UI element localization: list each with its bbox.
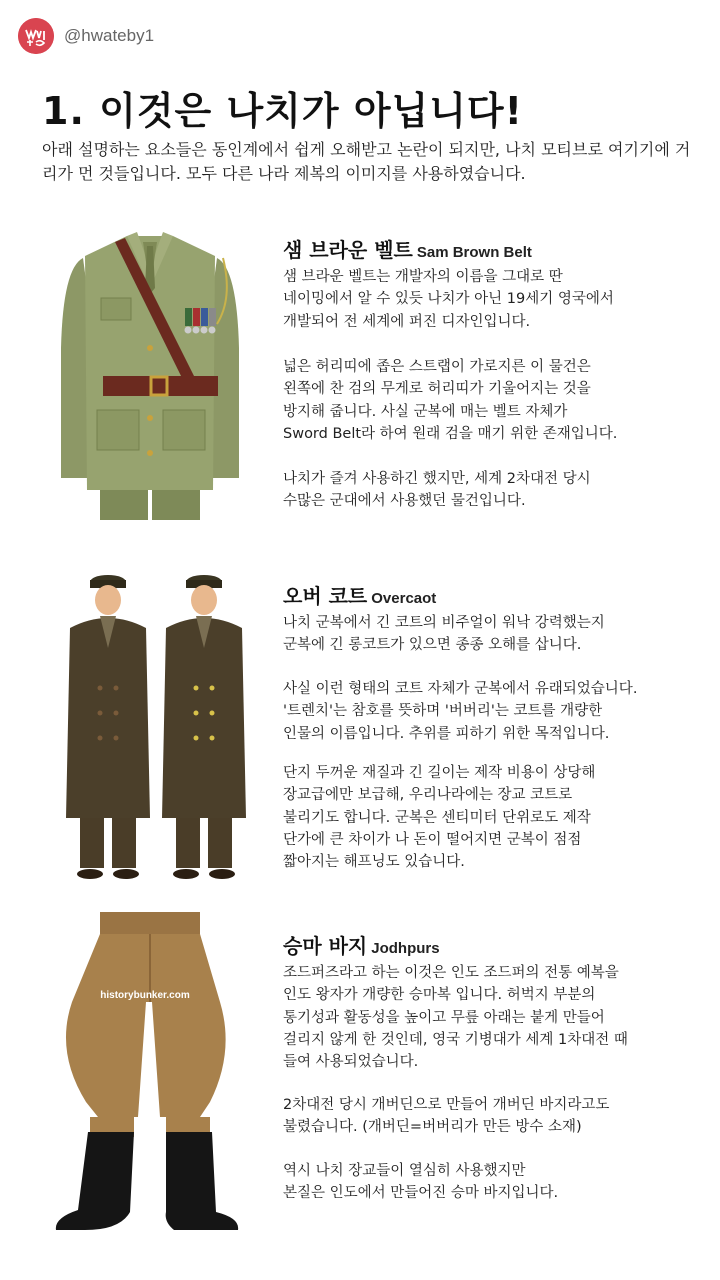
- section-text-sam-brown-belt-2: 넓은 허리띠에 좁은 스트랩이 가로지른 이 물건은 왼쪽에 찬 검의 무게로 허리띠가 기울어지는 것을 방지해 줍니다. 사실 군복에 매는 벨트 자체가 Sword Belt라 하여 원래 검을 매기 위한 존재입니다.: [283, 359, 618, 442]
- author-header: [18, 16, 154, 56]
- section-text-jodhpurs-3: 역시 나치 장교들이 열심히 사용했지만 본질은 인도에서 만들어진 승마 바지입니다.: [283, 1163, 559, 1202]
- jodhpurs-trousers-image: [50, 912, 240, 1242]
- avatar[interactable]: [18, 18, 54, 54]
- overcoat-uniform-image: [58, 568, 254, 888]
- sam-brown-belt-uniform-image: [55, 228, 245, 520]
- section-text-jodhpurs-1: 조드퍼즈라고 하는 이것은 인도 조드퍼의 전통 예복을 인도 왕자가 개량한 승마복 입니다. 허벅지 부분의 통기성과 활동성을 높이고 무릎 아래는 붙게 만들어 걸리지 않게 한 것인데, 영국 기병대가 세계 1차대전 때 들여 사용되었습니다.: [283, 965, 628, 1071]
- avatar-logo-icon: [18, 18, 54, 54]
- author-handle[interactable]: @hwateby1: [64, 26, 155, 45]
- section-text-jodhpurs-2: 2차대전 당시 개버딘으로 만들어 개버딘 바지라고도 불렸습니다. (개버딘=버버리가 만든 방수 소재): [283, 1097, 610, 1136]
- section-title-sam-brown-belt: 샘 브라운 벨트 Sam Brown Belt: [283, 238, 532, 262]
- section-text-sam-brown-belt-3: 나치가 즐겨 사용하긴 했지만, 세계 2차대전 당시 수많은 군대에서 사용했던 물건입니다.: [283, 471, 591, 510]
- section-text-sam-brown-belt-1: 샘 브라운 벨트는 개발자의 이름을 그대로 딴 네이밍에서 알 수 있듯 나치가 아닌 19세기 영국에서 개발되어 전 세계에 퍼진 디자인입니다.: [283, 269, 614, 330]
- section-text-overcoat-1: 나치 군복에서 긴 코트의 비주얼이 워낙 강력했는지 군복에 긴 롱코트가 있으면 종종 오해를 삽니다.: [283, 615, 605, 654]
- page-title: 1. 이것은 나치가 아닙니다!: [42, 89, 523, 133]
- watermark-text: historybunker.com: [100, 990, 190, 1001]
- section-text-overcoat-3: 단지 두꺼운 재질과 긴 길이는 제작 비용이 상당해 장교급에만 보급해, 우리나라에는 장교 코트로 불리기도 합니다. 군복은 센티미터 단위로도 제작 단가에 큰 차이가 나 돈이 떨어지면 군복이 점점 짧아지는 해프닝도 있습니다.: [283, 765, 596, 871]
- section-title-jodhpurs: 승마 바지 Jodhpurs: [283, 934, 440, 958]
- section-title-overcoat: 오버 코트 Overcaot: [283, 584, 437, 608]
- section-text-overcoat-2: 사실 이런 형태의 코트 자체가 군복에서 유래되었습니다. '트렌치'는 참호를 뜻하며 '버버리'는 코트를 개량한 인물의 이름입니다. 추위를 피하기 위한 목적입니다.: [283, 681, 638, 742]
- intro-text: 아래 설명하는 요소들은 동인계에서 쉽게 오해받고 논란이 되지만, 나치 모티브로 여기기에 거리가 먼 것들입니다. 모두 다른 나라 제복의 이미지를 사용하였습니다.: [42, 140, 691, 183]
